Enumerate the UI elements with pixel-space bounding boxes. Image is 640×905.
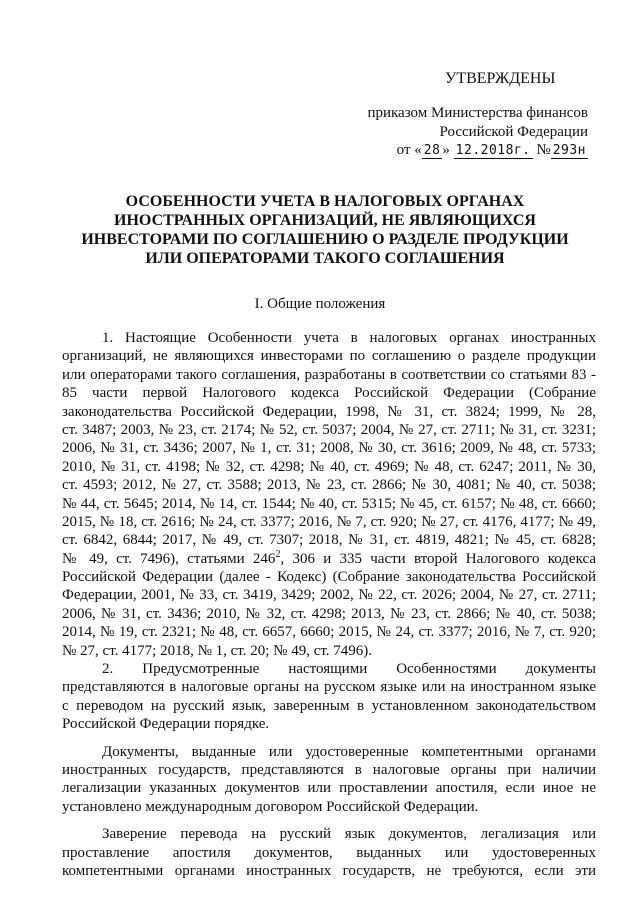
date-prefix: от « bbox=[396, 142, 422, 158]
date-month-year: 12.2018г. bbox=[455, 143, 531, 158]
text-line-with-superscript bbox=[62, 550, 596, 568]
text-line: Заверение перевода на русский язык документов, легализация или bbox=[102, 826, 596, 843]
text-line: иностранных государств, представляются в налоговые органы при наличии bbox=[62, 761, 596, 778]
text-line: Российской Федерации порядке. bbox=[62, 716, 270, 733]
text-line: организаций, не являющихся инвесторами по соглашению о разделе продукции bbox=[62, 348, 596, 365]
text-line: легализации указанных документов или проставлении апостиля, если иное не bbox=[62, 780, 596, 797]
text-line: 2010, № 31, ст. 4198; № 32, ст. 4298; № 40, ст. 4969; № 48, ст. 6247; 2011, № 30, bbox=[62, 458, 596, 475]
text-line: 2015, № 18, ст. 2616; № 24, ст. 3377; 2016, № 7, ст. 920; № 27, ст. 4176, 4177; № 49, bbox=[62, 513, 596, 530]
paragraph-1 bbox=[62, 329, 596, 660]
text-line: 2006, № 31, ст. 3436; 2007, № 1, ст. 31; 2008, № 30, ст. 3616; 2009, № 48, ст. 5733; bbox=[62, 440, 596, 457]
date-day: 28 bbox=[423, 143, 441, 158]
text-line: с переводом на русский язык, заверенным в установленном законодательством bbox=[62, 697, 596, 714]
text-line: 2. Предусмотренные настоящими Особенностями документы bbox=[102, 661, 596, 678]
order-line-ministry: приказом Министерства финансов bbox=[367, 105, 588, 121]
text-line: проставление апостиля документов, выданных или удостоверенных bbox=[62, 844, 596, 861]
number-prefix: № bbox=[536, 142, 551, 158]
text-line: Документы, выданные или удостоверенные компетентными органами bbox=[102, 743, 596, 760]
document-title bbox=[70, 192, 580, 268]
text-line: ст. 6842, 6844; 2017, № 49, ст. 7307; 2018, № 31, ст. 4819, 4821; № 45, ст. 6828; bbox=[62, 532, 596, 549]
order-number: 293н bbox=[552, 143, 586, 158]
title-line: ИЛИ ОПЕРАТОРАМИ ТАКОГО СОГЛАШЕНИЯ bbox=[145, 250, 505, 267]
title-line: ИНВЕСТОРАМИ ПО СОГЛАШЕНИЮ О РАЗДЕЛЕ ПРОДУКЦИИ bbox=[81, 231, 569, 248]
date-mid: » bbox=[442, 142, 450, 158]
text-line: 2006, № 31, ст. 3436; 2010, № 32, ст. 4298; 2013, № 23, ст. 2866; № 40, ст. 5038; bbox=[62, 605, 596, 622]
approval-heading: УТВЕРЖДЕНЫ bbox=[445, 70, 556, 87]
text-line: 2014, № 19, ст. 2321; № 48, ст. 6657, 6660; 2015, № 24, ст. 3377; 2016, № 7, ст. 920; bbox=[62, 624, 596, 641]
text-line: № 27, ст. 4177; 2018, № 1, ст. 20; № 49, ст. 7496). bbox=[62, 642, 373, 659]
paragraph-gap bbox=[62, 734, 596, 743]
title-line: ИНОСТРАННЫХ ОРГАНИЗАЦИЙ, НЕ ЯВЛЯЮЩИХСЯ bbox=[114, 212, 536, 229]
text-line: представляются в налоговые органы на русском языке или на иностранном языке bbox=[62, 679, 596, 696]
order-date-number-line bbox=[397, 142, 588, 159]
text-line: компетентными органами иностранных государств, не требуются, если эти bbox=[62, 862, 596, 879]
paragraph-3 bbox=[62, 743, 596, 817]
section-heading: I. Общие положения bbox=[254, 296, 386, 312]
document-body bbox=[62, 329, 596, 880]
text-line: Российской Федерации (далее - Кодекс) (Собрание законодательства Российской bbox=[62, 569, 596, 586]
text-line: Федерации, 2001, № 33, ст. 3419, 3429; 2002, № 22, ст. 2026; 2004, № 27, ст. 2711; bbox=[62, 587, 596, 604]
text-line: № 44, ст. 5645; 2014, № 14, ст. 1544; № 40, ст. 5315; № 45, ст. 6157; № 48, ст. 6660; bbox=[62, 495, 596, 512]
text-line: 1. Настоящие Особенности учета в налоговых органах иностранных bbox=[102, 330, 596, 346]
text-line: или операторами такого соглашения, разработаны в соответствии со статьями 83 - bbox=[62, 366, 596, 383]
superscript: 2 bbox=[275, 548, 281, 560]
paragraph-gap bbox=[62, 816, 596, 825]
text-line: ст. 4593; 2012, № 27, ст. 3588; 2013, № 23, ст. 2866; № 30, 4081; № 40, ст. 5038; bbox=[62, 477, 596, 494]
paragraph-2 bbox=[62, 660, 596, 734]
text-line: установлено международным договором Российской Федерации. bbox=[62, 798, 479, 815]
title-line: ОСОБЕННОСТИ УЧЕТА В НАЛОГОВЫХ ОРГАНАХ bbox=[125, 193, 525, 210]
text-fragment: № 49, ст. 7496), статьями 246 bbox=[62, 550, 276, 567]
paragraph-4 bbox=[62, 825, 596, 880]
order-line-federation: Российской Федерации bbox=[439, 124, 588, 140]
text-line: ст. 3487; 2003, № 23, ст. 2174; № 52, ст. 5037; 2004, № 27, ст. 2711; № 31, ст. 3231; bbox=[62, 421, 596, 438]
text-fragment: , 306 и 335 части второй Налогового кодекса bbox=[280, 550, 597, 567]
text-line: законодательства Российской Федерации, 1998, № 31, ст. 3824; 1999, № 28, bbox=[62, 403, 596, 420]
text-line: 85 части первой Налогового кодекса Российской Федерации (Собрание bbox=[62, 385, 596, 402]
